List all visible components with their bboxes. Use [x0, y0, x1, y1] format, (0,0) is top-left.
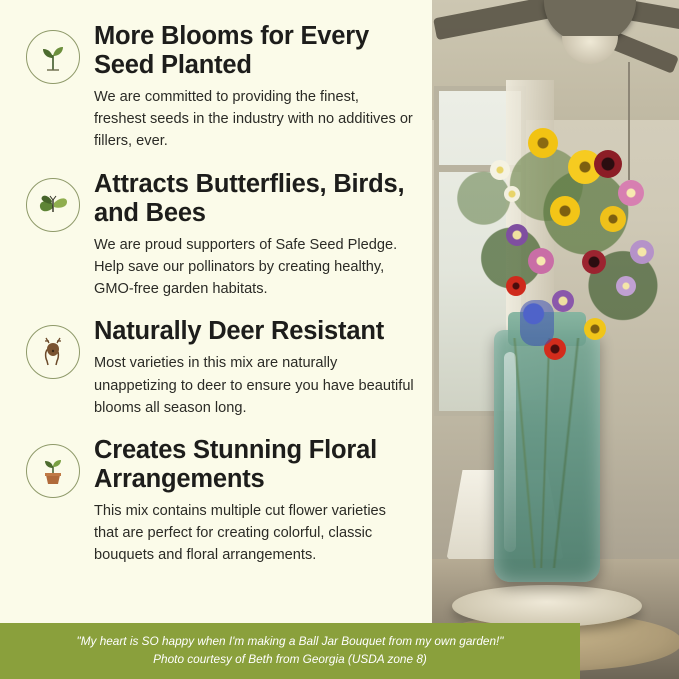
feature-text: This mix contains multiple cut flower varieties that are perfect for creating colorful, classic bouquets and floral arrangements. — [94, 502, 386, 564]
purple-bloom — [506, 224, 528, 246]
pink-bloom — [618, 180, 644, 206]
pink-bloom — [528, 248, 554, 274]
yellow-bloom — [600, 206, 626, 232]
deer-icon — [26, 325, 80, 379]
yellow-bloom — [528, 128, 558, 158]
feature-item — [26, 436, 416, 567]
feature-text: We are committed to providing the finest, freshest seeds in the industry with no additives or fillers, ever. — [94, 89, 413, 150]
testimonial-caption-bar — [0, 623, 580, 679]
seedling-icon — [26, 30, 80, 84]
testimonial-caption — [0, 623, 580, 679]
dark-red-bloom — [594, 150, 622, 178]
feature-title: Naturally Deer Resistant — [94, 317, 384, 346]
flower-stems — [506, 338, 588, 568]
lavender-bloom — [616, 276, 636, 296]
purple-bloom — [552, 290, 574, 312]
potted-plant-icon — [26, 444, 80, 498]
feature-body — [94, 436, 416, 567]
yellow-bloom — [584, 318, 606, 340]
yellow-bloom — [550, 196, 580, 226]
feature-body — [94, 22, 416, 153]
red-poppy-bloom — [506, 276, 526, 296]
white-bloom — [490, 160, 510, 180]
feature-text: We are proud supporters of Safe Seed Pledge. Help save our pollinators by creating healthy, GMO-free garden habitats. — [94, 236, 398, 298]
white-bloom — [504, 186, 520, 202]
photo-plate — [452, 585, 642, 627]
feature-item — [26, 317, 416, 419]
lavender-bloom — [630, 240, 654, 264]
bouquet-in-blue-mason-jar-photo — [432, 0, 679, 679]
feature-title: Creates Stunning Floral Arrangements — [94, 435, 378, 493]
feature-text: Most varieties in this mix are naturally unappetizing to deer to ensure you have beautiful blooms all season long. — [94, 355, 414, 416]
feature-body — [94, 317, 416, 419]
feature-body — [94, 170, 416, 301]
dark-red-bloom — [582, 250, 606, 274]
butterfly-icon — [26, 178, 80, 232]
feature-item — [26, 170, 416, 301]
testimonial-credit: Photo courtesy of Beth from Georgia (USDA zone 8) — [153, 652, 427, 666]
blue-larkspur-cluster — [520, 300, 554, 346]
testimonial-quote: "My heart is SO happy when I'm making a Ball Jar Bouquet from my own garden!" — [76, 634, 504, 649]
feature-title: More Blooms for Every Seed Planted — [94, 22, 369, 80]
feature-item — [26, 22, 416, 153]
bouquet-foliage — [442, 120, 674, 350]
feature-title: Attracts Butterflies, Birds, and Bees — [94, 169, 405, 227]
